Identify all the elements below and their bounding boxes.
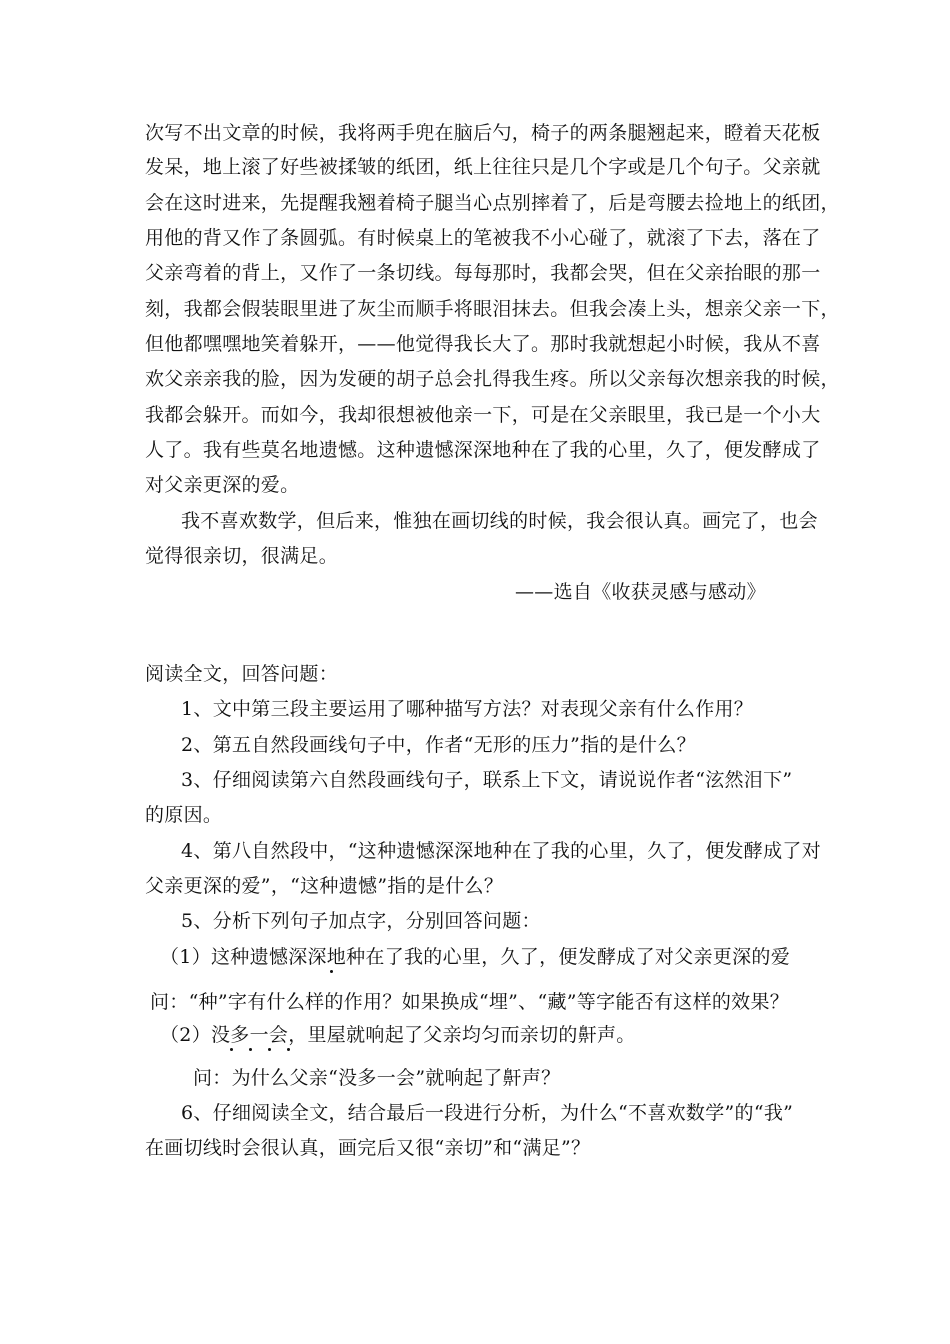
passage-line-3: 会在这时进来，先提醒我翘着椅子腿当心点别摔着了，后是弯腰去捡地上的纸团， (145, 192, 840, 214)
passage-line-1: 次写不出文章的时候，我将两手兜在脑后勺，椅子的两条腿翘起来，瞪着天花板 (145, 122, 821, 144)
question-2: 2、第五自然段画线句子中，作者“无形的压力”指的是什么？ (181, 734, 696, 756)
emphasis-dots-1 (330, 970, 349, 976)
passage-line-7: 但他都嘿嘿地笑着躲开，——他觉得我长大了。那时我就想起小时候，我从不喜 (145, 333, 821, 355)
passage-line-2: 发呆，地上滚了好些被揉皱的纸团，纸上往往只是几个字或是几个句子。父亲就 (145, 156, 821, 178)
question-5-ask-1: 问：“种”字有什么样的作用？如果换成“埋”、“藏”等字能否有这样的效果？ (150, 991, 790, 1013)
question-3-line-2: 的原因。 (145, 804, 223, 826)
last-paragraph-line-2: 觉得很亲切，很满足。 (145, 545, 339, 567)
passage-line-5: 父亲弯着的背上，又作了一条切线。每每那时，我都会哭，但在父亲抬眼的那一 (145, 262, 821, 284)
questions-intro: 阅读全文，回答问题： (145, 663, 339, 685)
emphasis-dot (268, 1048, 271, 1051)
question-6-line-2: 在画切线时会很认真，画完后又很“亲切”和“满足”？ (145, 1137, 591, 1159)
passage-line-4: 用他的背又作了条圆弧。有时候桌上的笔被我不小心碰了，就滚了下去，落在了 (145, 227, 821, 249)
source-citation: ——选自《收获灵感与感动》 (515, 581, 766, 603)
passage-line-9: 我都会躲开。而如今，我却很想被他亲一下，可是在父亲眼里，我已是一个小大 (145, 404, 821, 426)
emphasis-dot (249, 1048, 252, 1051)
emphasis-dot (287, 1048, 290, 1051)
passage-line-10: 人了。我有些莫名地遗憾。这种遗憾深深地种在了我的心里，久了，便发酵成了 (145, 439, 821, 461)
question-5-ask-2: 问：为什么父亲“没多一会”就响起了鼾声？ (193, 1067, 561, 1089)
question-4-line-2: 父亲更深的爱”，“这种遗憾”指的是什么？ (145, 875, 504, 897)
question-5-sentence-1: （1）这种遗憾深深地种在了我的心里，久了，便发酵成了对父亲更深的爱 (160, 946, 790, 968)
question-5: 5、分析下列句子加点字，分别回答问题： (181, 910, 541, 932)
passage-line-11: 对父亲更深的爱。 (145, 474, 300, 496)
passage-line-6: 刻，我都会假装眼里进了灰尘而顺手将眼泪抹去。但我会凑上头，想亲父亲一下， (145, 298, 840, 320)
last-paragraph-line-1: 我不喜欢数学，但后来，惟独在画切线的时候，我会很认真。画完了，也会 (181, 510, 818, 532)
question-4-line-1: 4、第八自然段中，“这种遗憾深深地种在了我的心里，久了，便发酵成了对 (181, 840, 822, 862)
question-1: 1、文中第三段主要运用了哪种描写方法？对表现父亲有什么作用？ (181, 698, 754, 720)
question-3-line-1: 3、仔细阅读第六自然段画线句子，联系上下文，请说说作者“泫然泪下” (181, 769, 793, 791)
emphasis-dot (230, 1048, 233, 1051)
emphasis-dot (330, 970, 333, 973)
question-5-sentence-2: （2）没多一会，里屋就响起了父亲均匀而亲切的鼾声。 (160, 1024, 636, 1046)
question-6-line-1: 6、仔细阅读全文，结合最后一段进行分析，为什么“不喜欢数学”的“我” (181, 1102, 794, 1124)
emphasis-dots-2 (230, 1048, 306, 1054)
passage-line-8: 欢父亲亲我的脸，因为发硬的胡子总会扎得我生疼。所以父亲每次想亲我的时候， (145, 368, 840, 390)
